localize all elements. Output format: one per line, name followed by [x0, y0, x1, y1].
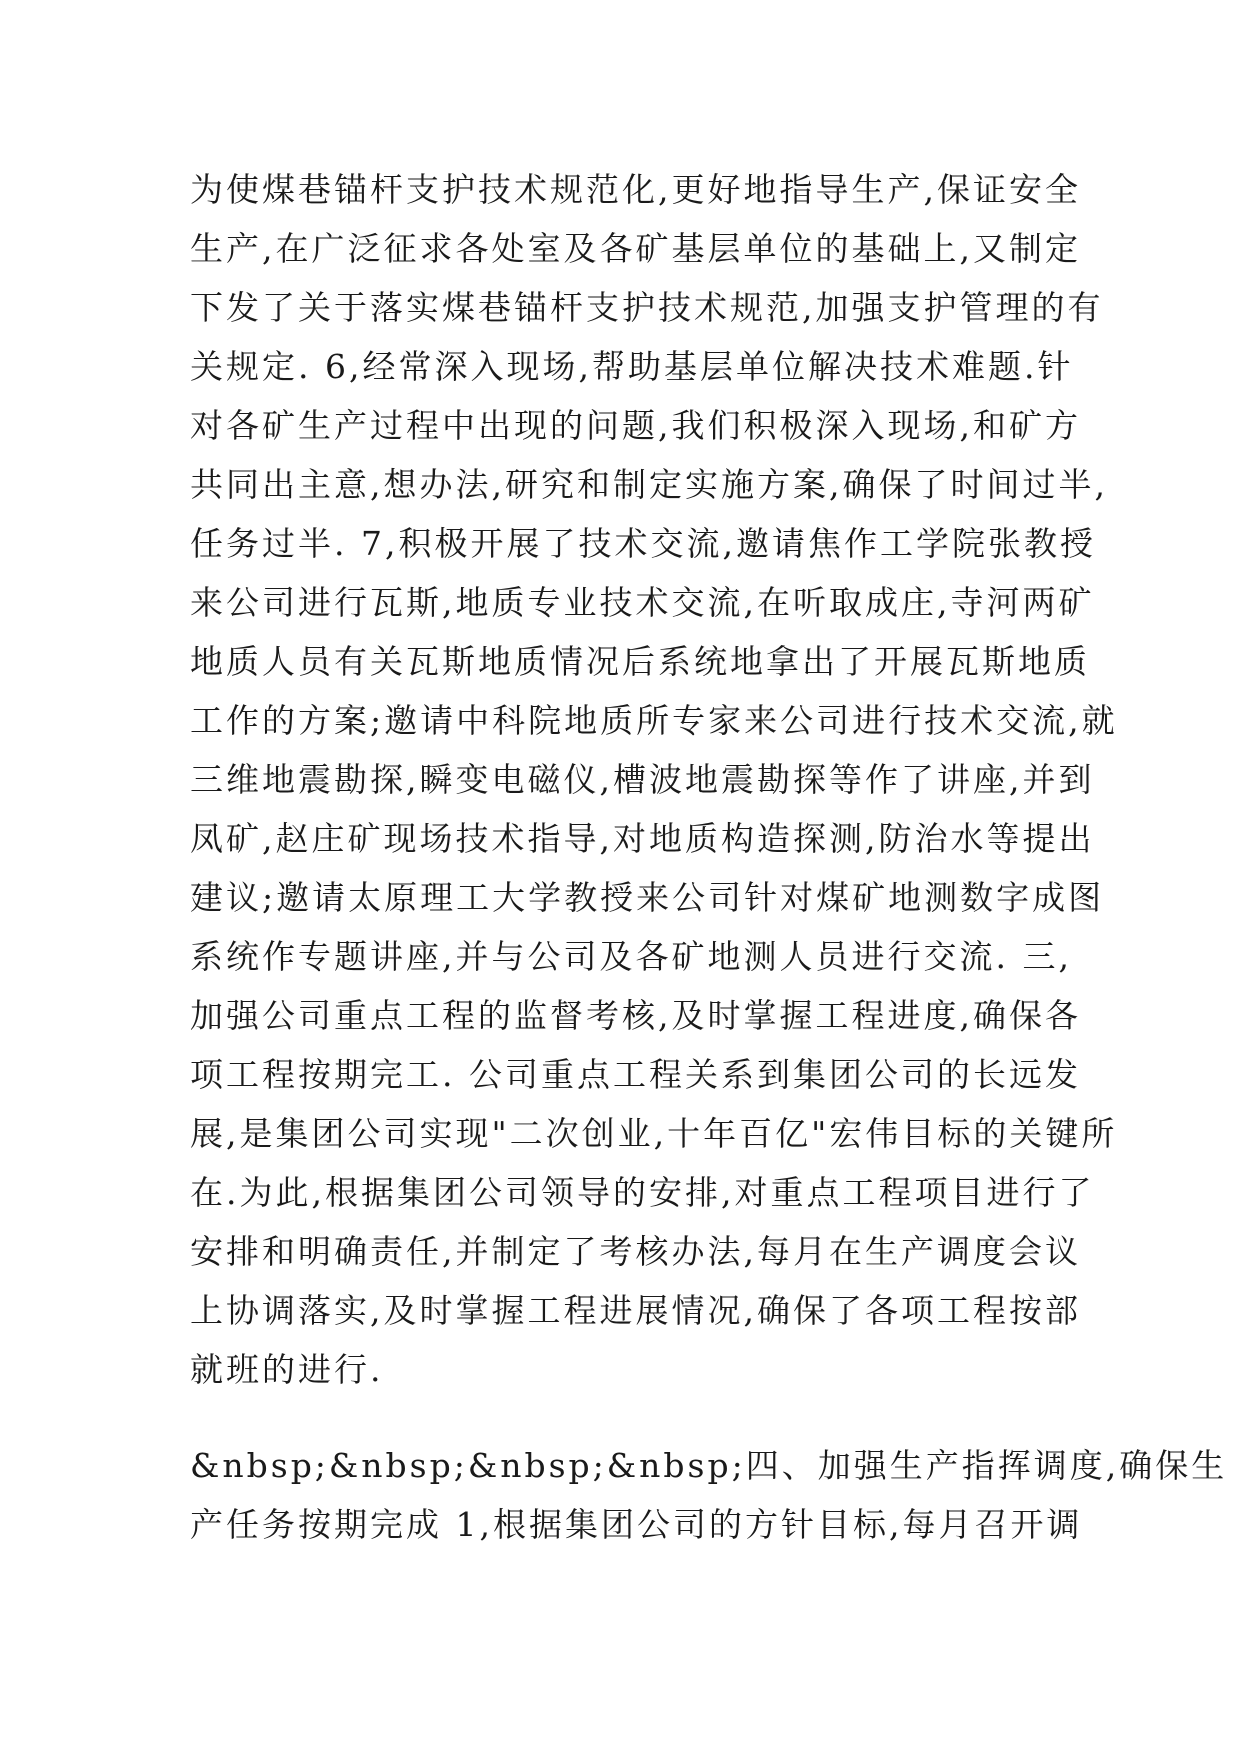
text-line: 下发了关于落实煤巷锚杆支护技术规范,加强支护管理的有: [190, 288, 1104, 327]
text-line: 凤矿,赵庄矿现场技术指导,对地质构造探测,防治水等提出: [190, 819, 1095, 858]
text-line: 工作的方案;邀请中科院地质所专家来公司进行技术交流,就: [190, 701, 1118, 740]
text-line: 建议;邀请太原理工大学教授来公司针对煤矿地测数字成图: [190, 878, 1105, 917]
text-line: 生产,在广泛征求各处室及各矿基层单位的基础上,又制定: [190, 229, 1081, 268]
text-line: 共同出主意,想办法,研究和制定实施方案,确保了时间过半,: [190, 465, 1108, 504]
text-line: 展,是集团公司实现"二次创业,十年百亿"宏伟目标的关键所: [190, 1114, 1118, 1153]
text-line: &nbsp;&nbsp;&nbsp;&nbsp;四、加强生产指挥调度,确保生: [190, 1446, 1228, 1485]
text-line: 项工程按期完工. 公司重点工程关系到集团公司的长远发: [190, 1055, 1081, 1094]
text-line: 在.为此,根据集团公司领导的安排,对重点工程项目进行了: [190, 1173, 1095, 1212]
text-line: 系统作专题讲座,并与公司及各矿地测人员进行交流. 三,: [190, 937, 1072, 976]
text-line: 任务过半. 7,积极开展了技术交流,邀请焦作工学院张教授: [190, 524, 1096, 563]
text-line: 加强公司重点工程的监督考核,及时掌握工程进度,确保各: [190, 996, 1081, 1035]
text-line: 上协调落实,及时掌握工程进展情况,确保了各项工程按部: [190, 1291, 1081, 1330]
text-line: 关规定. 6,经常深入现场,帮助基层单位解决技术难题.针: [190, 347, 1074, 386]
text-line: 安排和明确责任,并制定了考核办法,每月在生产调度会议: [190, 1232, 1081, 1271]
paragraph-2: [190, 1436, 1228, 1554]
text-line: 产任务按期完成 1,根据集团公司的方针目标,每月召开调: [190, 1505, 1083, 1544]
paragraph-1: [190, 160, 1118, 1399]
text-line: 对各矿生产过程中出现的问题,我们积极深入现场,和矿方: [190, 406, 1081, 445]
text-line: 为使煤巷锚杆支护技术规范化,更好地指导生产,保证安全: [190, 170, 1081, 209]
text-line: 来公司进行瓦斯,地质专业技术交流,在听取成庄,寺河两矿: [190, 583, 1095, 622]
text-line: 三维地震勘探,瞬变电磁仪,槽波地震勘探等作了讲座,并到: [190, 760, 1095, 799]
text-line: 就班的进行.: [190, 1350, 384, 1389]
text-line: 地质人员有关瓦斯地质情况后系统地拿出了开展瓦斯地质: [190, 642, 1090, 681]
